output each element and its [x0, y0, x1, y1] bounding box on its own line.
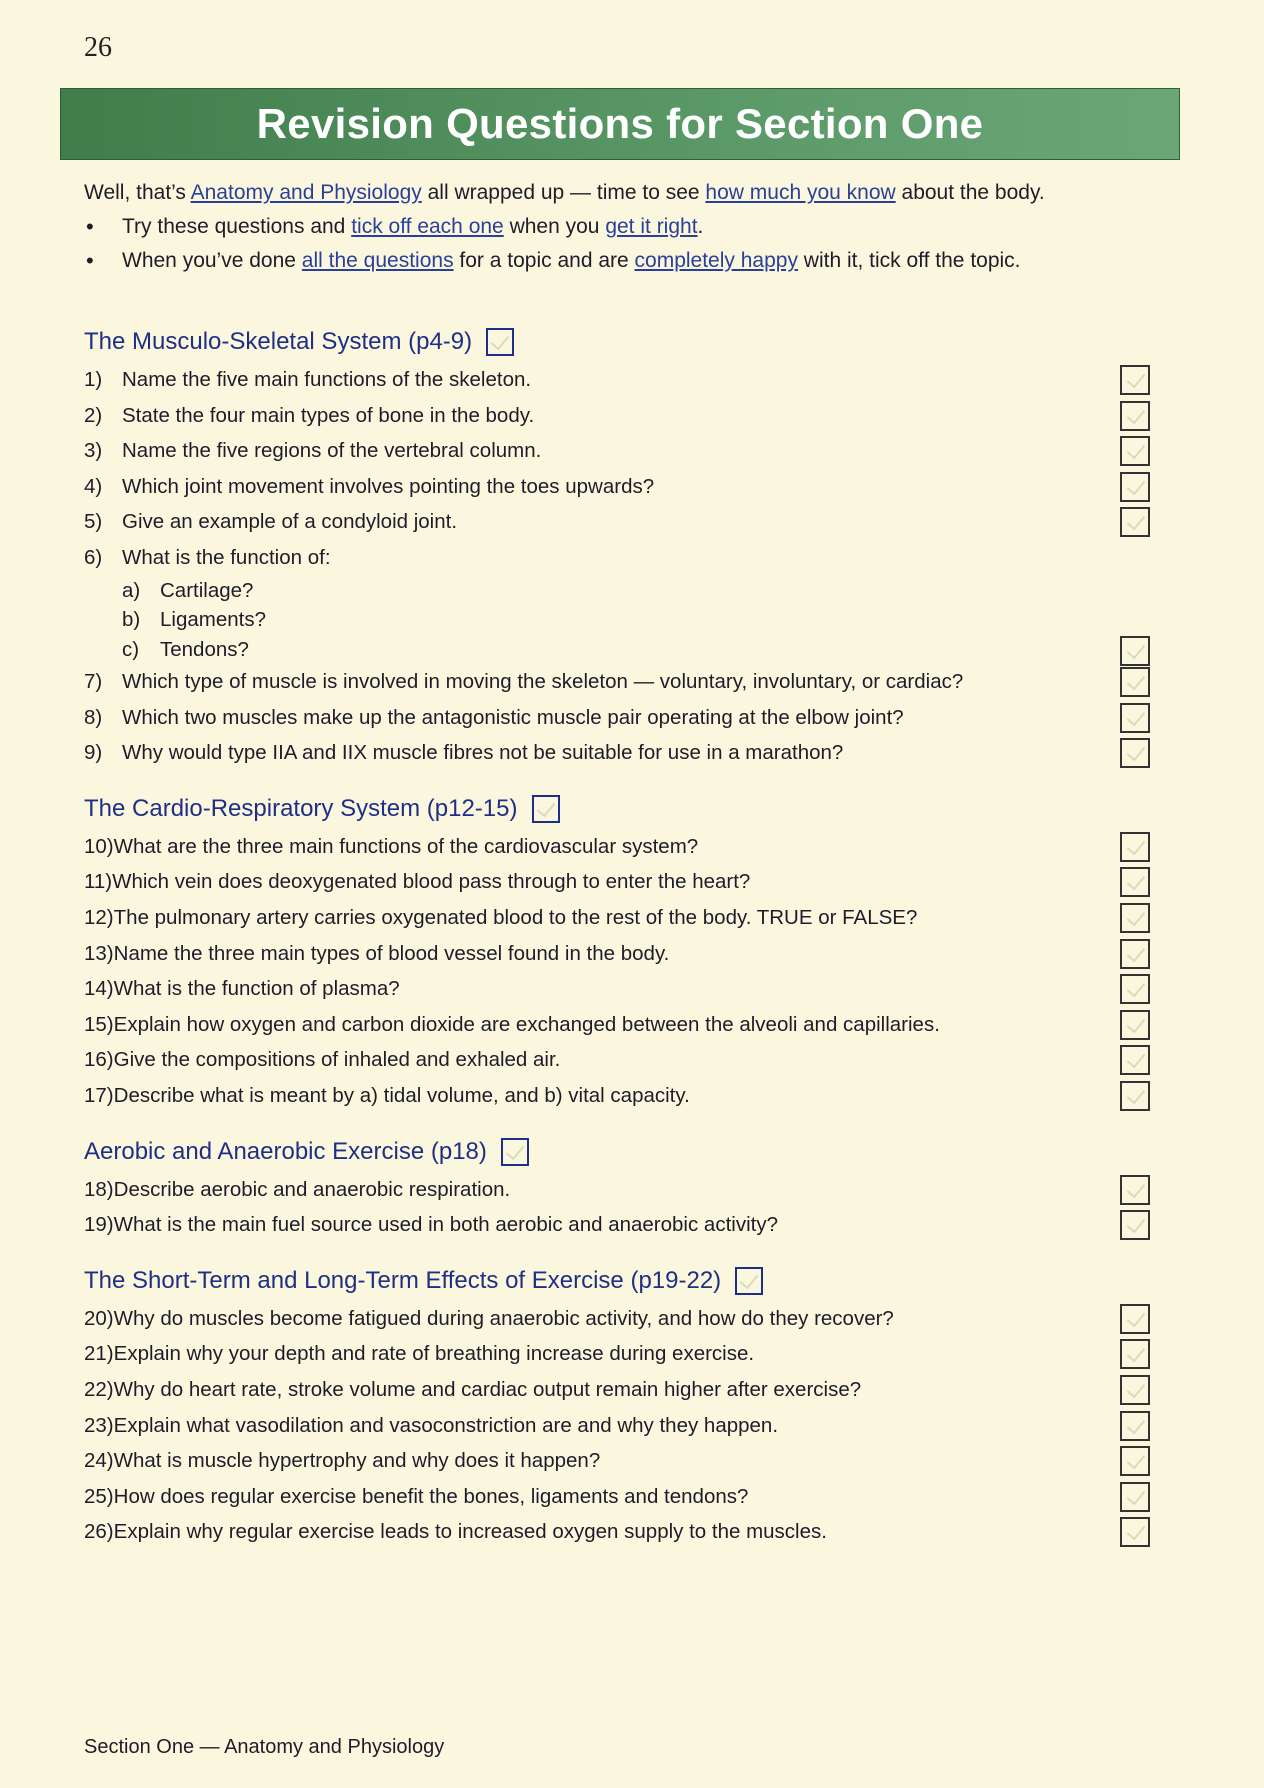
question-text: Name the five regions of the vertebral column. [122, 439, 542, 463]
tick-icon [1127, 476, 1146, 495]
tick-icon [1127, 1379, 1146, 1398]
question-number: 6) [84, 545, 103, 569]
question-text: Why do muscles become fatigued during anaerobic activity, and how do they recover? [113, 1306, 894, 1330]
question-checkbox[interactable] [1120, 1446, 1150, 1476]
question-row [84, 936, 1150, 972]
question-text: How does regular exercise benefit the bones, ligaments and tendons? [113, 1484, 749, 1508]
section-title [84, 322, 1150, 362]
intro-line [84, 176, 1194, 210]
question-row [84, 1042, 1150, 1078]
question-checkbox[interactable] [1120, 903, 1150, 933]
question-row [84, 971, 1150, 1007]
tick-icon [1127, 1486, 1146, 1505]
question-number: 10) [84, 834, 114, 858]
section-title-text: The Musculo-Skeletal System (p4-9) [84, 328, 473, 355]
bullet-text: for a topic and are [453, 249, 635, 272]
question-text: Which type of muscle is involved in moving the skeleton — voluntary, involuntary, or cardiac? [122, 670, 964, 694]
question-row [84, 433, 1150, 469]
question-row [84, 1336, 1150, 1372]
question-number: 2) [84, 403, 103, 427]
question-row [84, 362, 1150, 398]
question-sections [84, 322, 1150, 1568]
intro-bullet [84, 210, 1194, 244]
tick-icon [1127, 1343, 1146, 1362]
question-number: 26) [84, 1520, 114, 1544]
bullet-text: with it, tick off the topic. [797, 249, 1021, 272]
topic-checkbox[interactable] [735, 1267, 763, 1295]
question-text: State the four main types of bone in the body. [122, 403, 535, 427]
question-text: Why do heart rate, stroke volume and cardiac output remain higher after exercise? [113, 1377, 862, 1401]
question-number: 24) [84, 1449, 114, 1473]
question-row [84, 1514, 1150, 1550]
question-number: 20) [84, 1306, 114, 1330]
link-tick-off[interactable]: tick off each one [351, 215, 504, 238]
intro-link-anatomy[interactable]: Anatomy and Physiology [190, 181, 422, 204]
section-title-text: The Short-Term and Long-Term Effects of Exercise (p19-22) [84, 1266, 722, 1294]
bullet-text: when you [503, 215, 606, 238]
intro-text: about the body. [895, 181, 1045, 204]
link-all-questions[interactable]: all the questions [301, 249, 454, 272]
question-text: What is the function of: [122, 545, 331, 569]
question-text: Name the three main types of blood vessel found in the body. [113, 941, 670, 965]
question-text: Explain why your depth and rate of breathing increase during exercise. [113, 1342, 755, 1366]
question-number: 21) [84, 1342, 114, 1366]
sub-question-text: Tendons? [160, 637, 249, 661]
question-checkbox[interactable] [1120, 1045, 1150, 1075]
question-row [84, 1172, 1150, 1208]
question-checkbox[interactable] [1120, 472, 1150, 502]
question-text: Give the compositions of inhaled and exhaled air. [113, 1048, 561, 1072]
question-text: Give an example of a condyloid joint. [122, 510, 458, 534]
question-row [84, 540, 1150, 576]
question-checkbox[interactable] [1120, 401, 1150, 431]
question-checkbox[interactable] [1120, 939, 1150, 969]
tick-icon [1127, 1414, 1146, 1433]
tick-icon [1127, 871, 1146, 890]
question-text: What is muscle hypertrophy and why does it happen? [113, 1449, 601, 1473]
tick-icon [1127, 440, 1146, 459]
sub-question-text: Cartilage? [160, 578, 254, 602]
footer: Section One — Anatomy and Physiology [84, 1736, 445, 1758]
question-number: 15) [84, 1012, 114, 1036]
question-number: 25) [84, 1484, 114, 1508]
question-checkbox[interactable] [1120, 1304, 1150, 1334]
bullet-text: When you’ve done [122, 249, 302, 272]
topic-checkbox[interactable] [532, 795, 560, 823]
bullet-text: Try these questions and [122, 215, 352, 238]
intro-link-how-much[interactable]: how much you know [705, 181, 896, 204]
question-number: 11) [84, 870, 113, 894]
question-row [84, 700, 1150, 736]
question-checkbox[interactable] [1120, 1010, 1150, 1040]
question-checkbox[interactable] [1120, 365, 1150, 395]
tick-icon [1127, 978, 1146, 997]
section-title-text: The Cardio-Respiratory System (p12-15) [84, 794, 518, 822]
intro-bullets [84, 210, 1194, 278]
question-number: 8) [84, 705, 103, 729]
question-number: 1) [84, 368, 103, 391]
question-text: Describe aerobic and anaerobic respiration. [113, 1177, 511, 1201]
tick-icon [1127, 369, 1146, 388]
question-text: Name the five main functions of the skeleton. [122, 368, 532, 391]
question-checkbox[interactable] [1120, 1517, 1150, 1547]
question-text: Which joint movement involves pointing the toes upwards? [122, 474, 655, 498]
question-text: Explain why regular exercise leads to increased oxygen supply to the muscles. [113, 1520, 827, 1544]
question-row [84, 900, 1150, 936]
question-row [84, 1207, 1150, 1243]
page-number: 26 [84, 32, 112, 63]
link-get-it-right[interactable]: get it right [605, 215, 698, 238]
question-row [84, 469, 1150, 505]
question-row [84, 504, 1150, 540]
question-number: 17) [84, 1084, 114, 1107]
intro-text: Well, that’s [84, 181, 191, 204]
section [84, 1132, 1150, 1243]
topic-checkbox[interactable] [486, 328, 514, 356]
question-checkbox[interactable] [1120, 636, 1150, 666]
question-checkbox[interactable] [1120, 703, 1150, 733]
tick-icon [1127, 511, 1146, 530]
tick-icon [1127, 1085, 1146, 1104]
question-checkbox[interactable] [1120, 832, 1150, 862]
tick-icon [506, 1140, 525, 1159]
question-row [84, 664, 1150, 700]
tick-icon [1127, 836, 1146, 855]
question-row [84, 1301, 1150, 1337]
tick-icon [1127, 1014, 1146, 1033]
question-checkbox[interactable] [1120, 1482, 1150, 1512]
tick-icon [1127, 706, 1146, 725]
question-row [84, 735, 1150, 771]
question-row [84, 1078, 1150, 1114]
question-checkbox[interactable] [1120, 1375, 1150, 1405]
section-title [84, 789, 1150, 829]
question-number: 13) [84, 941, 114, 965]
question-text: Explain what vasodilation and vasoconstriction are and why they happen. [113, 1413, 779, 1437]
section-title [84, 1261, 1150, 1301]
tick-icon [491, 331, 510, 350]
tick-icon [1127, 1308, 1146, 1327]
question-checkbox[interactable] [1120, 1081, 1150, 1111]
sub-question-letter: b) [122, 608, 141, 632]
link-completely-happy[interactable]: completely happy [634, 249, 798, 272]
question-checkbox[interactable] [1120, 1339, 1150, 1369]
tick-icon [740, 1270, 759, 1289]
question-number: 14) [84, 977, 114, 1001]
tick-icon [1127, 671, 1146, 690]
question-number: 7) [84, 670, 103, 694]
question-number: 9) [84, 741, 103, 765]
page-title: Revision Questions for Section One [256, 100, 984, 147]
question-text: Explain how oxygen and carbon dioxide are exchanged between the alveoli and capillaries. [113, 1012, 940, 1036]
tick-icon [1127, 907, 1146, 926]
question-number: 4) [84, 474, 103, 498]
question-number: 16) [84, 1048, 114, 1072]
question-number: 3) [84, 439, 103, 463]
intro [84, 176, 1194, 278]
question-number: 18) [84, 1177, 114, 1201]
intro-bullet [84, 244, 1194, 278]
question-row [84, 1408, 1150, 1444]
question-text: What is the function of plasma? [113, 977, 400, 1001]
title-banner [60, 88, 1180, 160]
question-checkbox[interactable] [1120, 667, 1150, 697]
question-text: What is the main fuel source used in both aerobic and anaerobic activity? [113, 1213, 778, 1237]
question-checkbox[interactable] [1120, 1411, 1150, 1441]
tick-icon [536, 798, 555, 817]
question-text: Which two muscles make up the antagonistic muscle pair operating at the elbow joint? [122, 705, 904, 729]
tick-icon [1127, 639, 1146, 658]
section [84, 322, 1150, 771]
question-number: 12) [84, 906, 114, 930]
section-title [84, 1132, 1150, 1172]
bullet-text: . [697, 215, 704, 238]
question-number: 23) [84, 1413, 114, 1437]
question-checkbox[interactable] [1120, 1175, 1150, 1205]
sub-question-row [84, 635, 1150, 665]
question-row [84, 1007, 1150, 1043]
tick-icon [1127, 1450, 1146, 1469]
question-text: Describe what is meant by a) tidal volume, and b) vital capacity. [113, 1084, 690, 1107]
question-row [84, 1479, 1150, 1515]
sub-question-row [84, 576, 1150, 606]
question-checkbox[interactable] [1120, 436, 1150, 466]
intro-text: all wrapped up — time to see [421, 181, 706, 204]
question-row [84, 1372, 1150, 1408]
sub-question-letter: c) [122, 637, 140, 661]
question-row [84, 829, 1150, 865]
sub-question-row [84, 605, 1150, 635]
section [84, 1261, 1150, 1550]
section-title-text: Aerobic and Anaerobic Exercise (p18) [84, 1137, 487, 1165]
question-checkbox[interactable] [1120, 974, 1150, 1004]
question-checkbox[interactable] [1120, 738, 1150, 768]
question-checkbox[interactable] [1120, 867, 1150, 897]
sub-question-text: Ligaments? [160, 608, 266, 632]
question-text: Which vein does deoxygenated blood pass through to enter the heart? [112, 870, 751, 894]
section [84, 789, 1150, 1114]
tick-icon [1127, 1521, 1146, 1540]
topic-checkbox[interactable] [501, 1138, 529, 1166]
question-checkbox[interactable] [1120, 507, 1150, 537]
question-row [84, 1443, 1150, 1479]
question-text: What are the three main functions of the cardiovascular system? [113, 834, 699, 858]
tick-icon [1127, 1214, 1146, 1233]
tick-icon [1127, 404, 1146, 423]
tick-icon [1127, 942, 1146, 961]
question-text: Why would type IIA and IIX muscle fibres not be suitable for use in a marathon? [122, 741, 844, 765]
question-number: 19) [84, 1213, 114, 1237]
question-number: 5) [84, 510, 103, 534]
tick-icon [1127, 1049, 1146, 1068]
tick-icon [1127, 1178, 1146, 1197]
question-number: 22) [84, 1377, 114, 1401]
question-text: The pulmonary artery carries oxygenated blood to the rest of the body. TRUE or FALSE? [113, 906, 918, 930]
tick-icon [1127, 742, 1146, 761]
question-row [84, 864, 1150, 900]
question-checkbox[interactable] [1120, 1210, 1150, 1240]
question-row [84, 398, 1150, 434]
sub-question-letter: a) [122, 578, 141, 602]
